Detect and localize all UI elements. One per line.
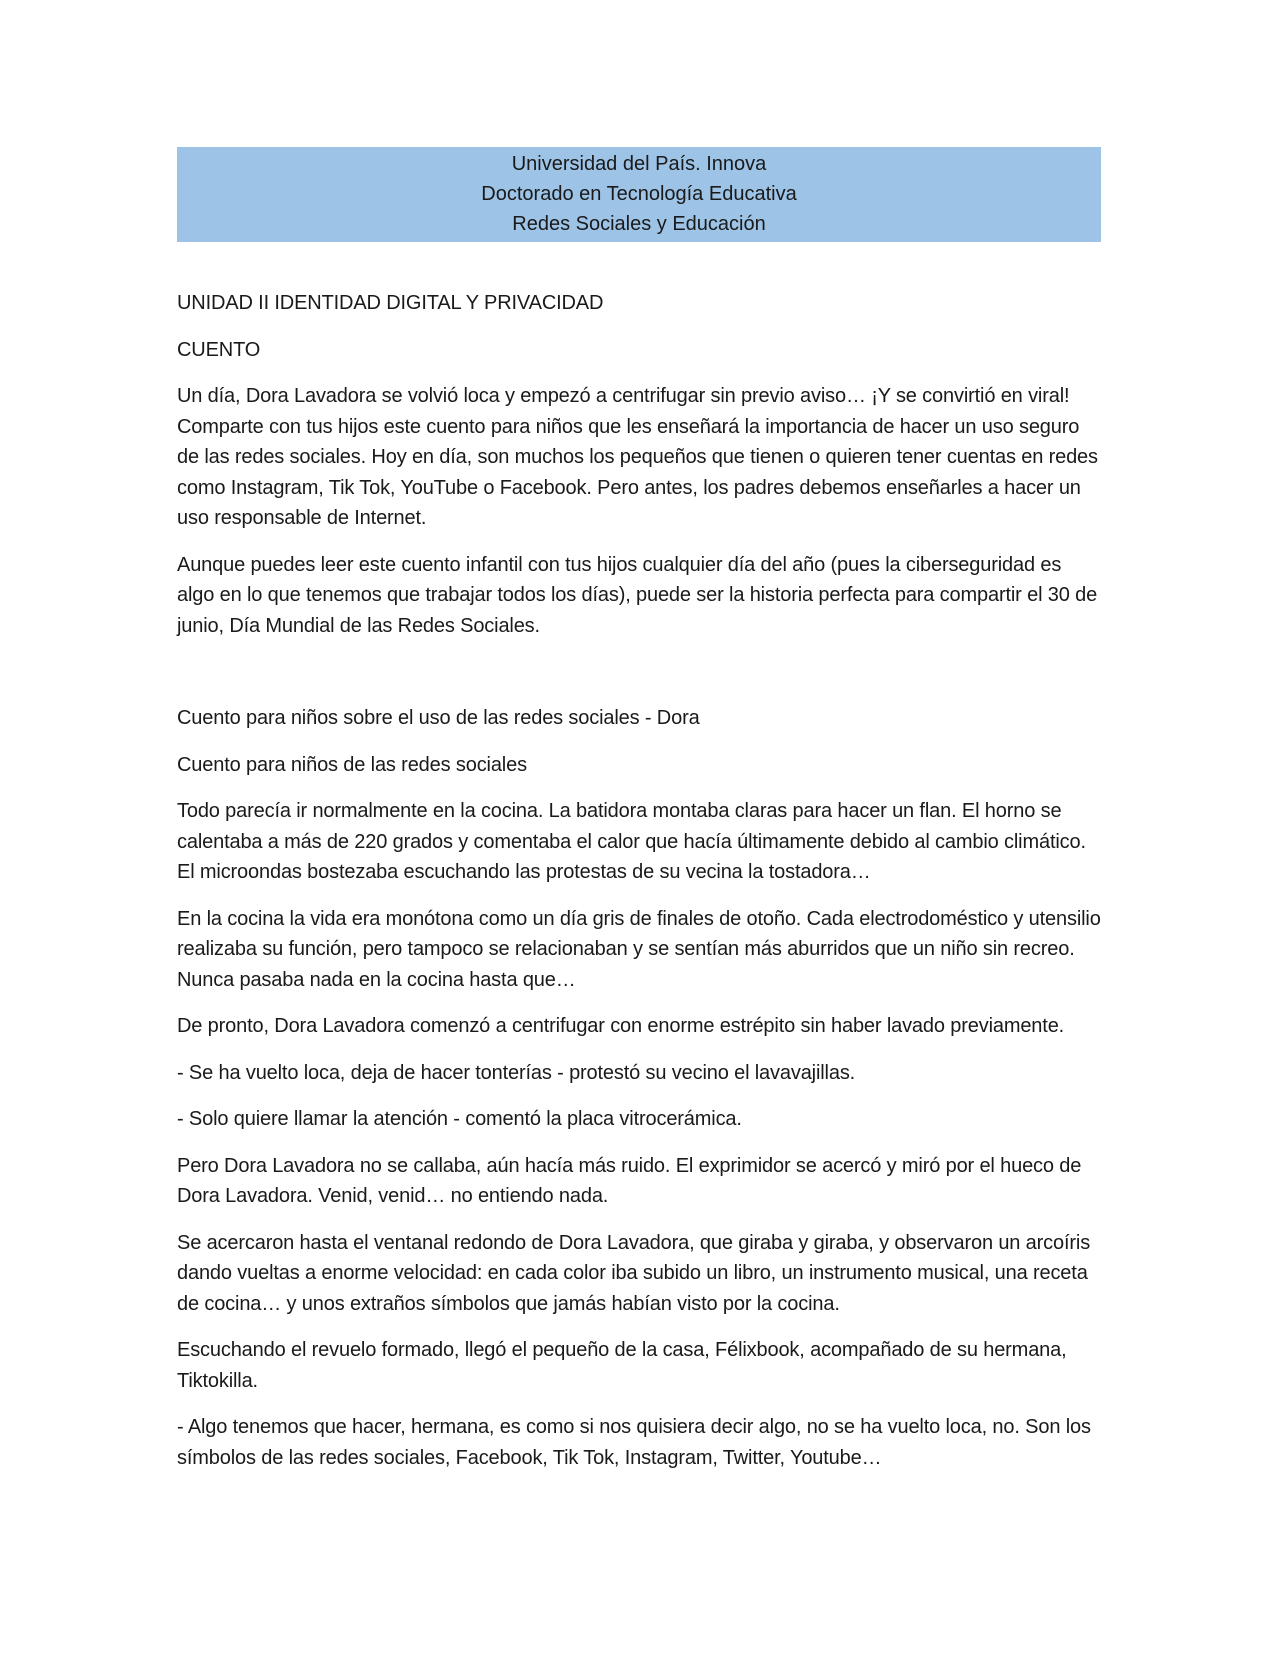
story-dialogue: - Se ha vuelto loca, deja de hacer tonterías - protestó su vecino el lavavajillas.: [177, 1061, 856, 1084]
intro-paragraph: Aunque puedes leer este cuento infantil con tus hijos cualquier día del año (pues la ciberseguridad es algo en lo que tenemos que trabajar todos los días), puede ser la historia perfecta para compartir el 30 de junio, Día Mundial de las Redes Sociales.: [177, 553, 1098, 637]
header-course: Redes Sociales y Educación: [512, 213, 766, 235]
story-title: Cuento para niños sobre el uso de las redes sociales - Dora: [177, 707, 700, 729]
story-paragraph: De pronto, Dora Lavadora comenzó a centrifugar con enorme estrépito sin haber lavado previamente.: [177, 1015, 1065, 1037]
intro-paragraph: Un día, Dora Lavadora se volvió loca y empezó a centrifugar sin previo aviso… ¡Y se convirtió en viral! Comparte con tus hijos este cuento para niños que les enseñará la importancia de hacer un uso seguro de las redes sociales. Hoy en día, son muchos los pequeños que tienen o quieren tener cuentas en redes como Instagram, Tik Tok, YouTube o Facebook. Pero antes, los padres debemos enseñarles a hacer un uso responsable de Internet.: [177, 385, 1098, 529]
document-page: [177, 147, 1101, 1489]
blank-line: [177, 657, 1101, 703]
story-paragraph: Escuchando el revuelo formado, llegó el pequeño de la casa, Félixbook, acompañado de su hermana, Tiktokilla.: [177, 1339, 1067, 1392]
story-dialogue: - Solo quiere llamar la atención - comentó la placa vitrocerámica.: [177, 1108, 742, 1130]
story-paragraph: Pero Dora Lavadora no se callaba, aún hacía más ruido. El exprimidor se acercó y miró por el hueco de Dora Lavadora. Venid, venid… no entiendo nada.: [177, 1154, 1082, 1207]
header-program: Doctorado en Tecnología Educativa: [481, 183, 797, 205]
header-box: [177, 147, 1101, 242]
section-label: CUENTO: [177, 338, 261, 361]
story-dialogue: - Algo tenemos que hacer, hermana, es como si nos quisiera decir algo, no se ha vuelto loca, no. Son los símbolos de las redes sociales, Facebook, Tik Tok, Instagram, Twitter, Youtube…: [177, 1416, 1091, 1469]
story-subtitle: Cuento para niños de las redes sociales: [177, 753, 527, 776]
unit-title: UNIDAD II IDENTIDAD DIGITAL Y PRIVACIDAD: [177, 292, 604, 314]
header-university: Universidad del País. Innova: [511, 153, 767, 175]
story-paragraph: En la cocina la vida era monótona como un día gris de finales de otoño. Cada electrodoméstico y utensilio realizaba su función, pero tampoco se relacionaban y se sentían más aburridos que un niño sin recreo. Nunca pasaba nada en la cocina hasta que…: [177, 907, 1101, 991]
story-paragraph: Se acercaron hasta el ventanal redondo de Dora Lavadora, que giraba y giraba, y observaron un arcoíris dando vueltas a enorme velocidad: en cada color iba subido un libro, un instrumento musical, una receta de cocina… y unos extraños símbolos que jamás habían visto por la cocina.: [177, 1231, 1091, 1315]
story-paragraph: Todo parecía ir normalmente en la cocina. La batidora montaba claras para hacer un flan. El horno se calentaba a más de 220 grados y comentaba el calor que hacía últimamente debido al cambio climático. El microondas bostezaba escuchando las protestas de su vecina la tostadora…: [177, 800, 1086, 883]
